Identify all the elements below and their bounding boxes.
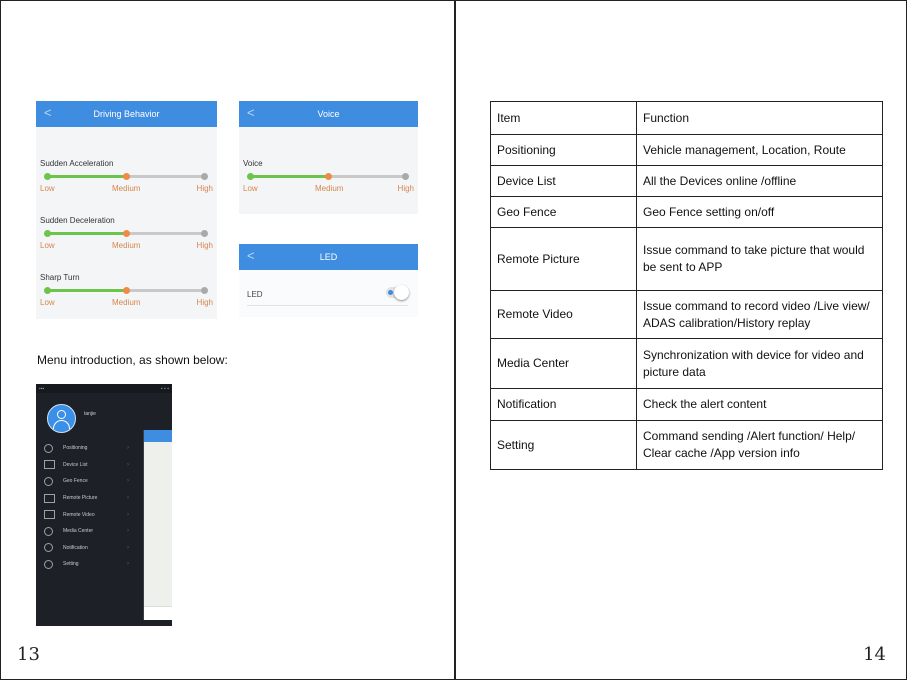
voice-screenshot [239, 101, 418, 214]
table-row [491, 339, 883, 389]
slider-start-dot [44, 230, 51, 237]
sudden-deceleration-slider[interactable] [40, 216, 213, 252]
high-label: High [196, 298, 213, 307]
slider-handle[interactable] [123, 173, 130, 180]
menu-item-label: Setting [63, 561, 79, 568]
high-label: High [397, 184, 414, 193]
item-cell: Remote Video [491, 291, 637, 339]
led-toggle[interactable] [386, 287, 408, 298]
menu-item-label: Media Center [63, 528, 94, 535]
slider-start-dot [247, 173, 254, 180]
menu-item-label: Remote Picture [63, 495, 98, 502]
high-label: High [196, 241, 213, 250]
slider-end-dot [402, 173, 409, 180]
header-function: Function [637, 102, 883, 135]
slider-title: Sharp Turn [40, 273, 80, 282]
low-label: Low [40, 298, 55, 307]
slider-end-dot [201, 287, 208, 294]
driving-behavior-header [36, 101, 217, 127]
menu-item-label: Remote Video [63, 511, 95, 518]
fence-icon [44, 477, 53, 486]
item-cell: Device List [491, 166, 637, 197]
menu-list [44, 440, 144, 573]
item-cell: Setting [491, 421, 637, 470]
page-number: 13 [17, 644, 40, 665]
chevron-right-icon: › [127, 544, 129, 551]
menu-item-notification[interactable] [44, 540, 144, 557]
menu-item-remote-video[interactable] [44, 506, 144, 523]
table-row [491, 421, 883, 470]
low-label: Low [243, 184, 258, 193]
slider-fill [46, 232, 126, 235]
driving-behavior-screenshot [36, 101, 217, 319]
function-cell: All the Devices online /offline [637, 166, 883, 197]
function-cell: Vehicle management, Location, Route [637, 135, 883, 166]
header-item: Item [491, 102, 637, 135]
chevron-right-icon: › [127, 561, 129, 568]
function-cell: Geo Fence setting on/off [637, 197, 883, 228]
table-row [491, 389, 883, 421]
list-icon [44, 460, 55, 469]
right-page [454, 0, 907, 680]
function-cell: Command sending /Alert function/ Help/ Clear cache /App version info [637, 421, 883, 470]
table-header-row [491, 102, 883, 135]
low-label: Low [40, 184, 55, 193]
medium-label: Medium [315, 184, 344, 193]
menu-item-label: Geo Fence [63, 478, 88, 485]
back-arrow-icon[interactable]: < [247, 105, 255, 120]
driving-behavior-title: Driving Behavior [93, 109, 160, 119]
chevron-right-icon: › [127, 528, 129, 535]
table-row [491, 166, 883, 197]
page-number: 14 [863, 644, 886, 665]
slider-fill [46, 289, 126, 292]
chevron-right-icon: › [127, 478, 129, 485]
slider-title: Voice [243, 159, 263, 168]
voice-slider[interactable] [243, 159, 414, 195]
map-preview-header [144, 430, 172, 442]
voice-header [239, 101, 418, 127]
menu-caption: Menu introduction, as shown below: [37, 353, 228, 367]
item-cell: Geo Fence [491, 197, 637, 228]
menu-item-label: Device List [63, 461, 88, 468]
slider-title: Sudden Acceleration [40, 159, 114, 168]
media-icon [44, 527, 53, 536]
menu-screenshot [36, 384, 172, 626]
slider-end-dot [201, 173, 208, 180]
voice-title: Voice [317, 109, 340, 119]
menu-item-remote-picture[interactable] [44, 490, 144, 507]
led-header [239, 244, 418, 270]
menu-item-positioning[interactable] [44, 440, 144, 457]
map-preview-footer [144, 606, 172, 620]
slider-track[interactable] [249, 175, 406, 178]
menu-item-geo-fence[interactable] [44, 473, 144, 490]
slider-title: Sudden Deceleration [40, 216, 115, 225]
toggle-indicator [388, 290, 393, 295]
medium-label: Medium [112, 298, 141, 307]
status-icons: ▪ ▪ ▪ [160, 385, 169, 392]
map-preview-panel [144, 430, 172, 620]
high-label: High [196, 184, 213, 193]
slider-end-dot [201, 230, 208, 237]
slider-start-dot [44, 173, 51, 180]
chevron-right-icon: › [127, 461, 129, 468]
led-screenshot [239, 244, 418, 317]
bell-icon [44, 543, 53, 552]
back-arrow-icon[interactable]: < [247, 248, 255, 263]
medium-label: Medium [112, 241, 141, 250]
location-icon [44, 444, 53, 453]
user-body-icon [53, 420, 70, 429]
slider-track[interactable] [46, 175, 205, 178]
username: tanjie [84, 411, 96, 417]
menu-item-setting[interactable] [44, 556, 144, 573]
menu-item-label: Positioning [63, 445, 88, 452]
chevron-right-icon: › [127, 445, 129, 452]
medium-label: Medium [112, 184, 141, 193]
item-cell: Media Center [491, 339, 637, 389]
slider-handle[interactable] [123, 230, 130, 237]
video-icon [44, 510, 55, 519]
slider-handle[interactable] [325, 173, 332, 180]
function-cell: Issue command to take picture that would be sent to APP [637, 228, 883, 291]
slider-start-dot [44, 287, 51, 294]
slider-fill [249, 175, 328, 178]
led-label: LED [247, 290, 263, 299]
slider-track[interactable] [46, 232, 205, 235]
table-row [491, 135, 883, 166]
sudden-acceleration-slider[interactable] [40, 159, 213, 195]
camera-icon [44, 494, 55, 503]
led-setting-row [247, 280, 408, 306]
toggle-knob[interactable] [394, 285, 409, 300]
slider-track[interactable] [46, 289, 205, 292]
led-title: LED [319, 252, 338, 262]
item-cell: Positioning [491, 135, 637, 166]
carrier-indicator: ▪▪▪ [39, 385, 45, 392]
back-arrow-icon[interactable]: < [44, 105, 52, 120]
function-cell: Check the alert content [637, 389, 883, 421]
function-cell: Synchronization with device for video and picture data [637, 339, 883, 389]
info-icon [44, 560, 53, 569]
table-row [491, 291, 883, 339]
status-bar [36, 384, 172, 393]
avatar[interactable] [47, 404, 76, 433]
menu-item-label: Notification [63, 544, 88, 551]
table-row [491, 228, 883, 291]
table-row [491, 197, 883, 228]
item-cell: Remote Picture [491, 228, 637, 291]
chevron-right-icon: › [127, 511, 129, 518]
low-label: Low [40, 241, 55, 250]
chevron-right-icon: › [127, 495, 129, 502]
menu-item-device-list[interactable] [44, 457, 144, 474]
slider-fill [46, 175, 126, 178]
menu-item-media-center[interactable] [44, 523, 144, 540]
function-cell: Issue command to record video /Live view/ ADAS calibration/History replay [637, 291, 883, 339]
slider-handle[interactable] [123, 287, 130, 294]
item-cell: Notification [491, 389, 637, 421]
function-table [490, 101, 883, 470]
sharp-turn-slider[interactable] [40, 273, 213, 309]
user-head-icon [57, 410, 66, 419]
